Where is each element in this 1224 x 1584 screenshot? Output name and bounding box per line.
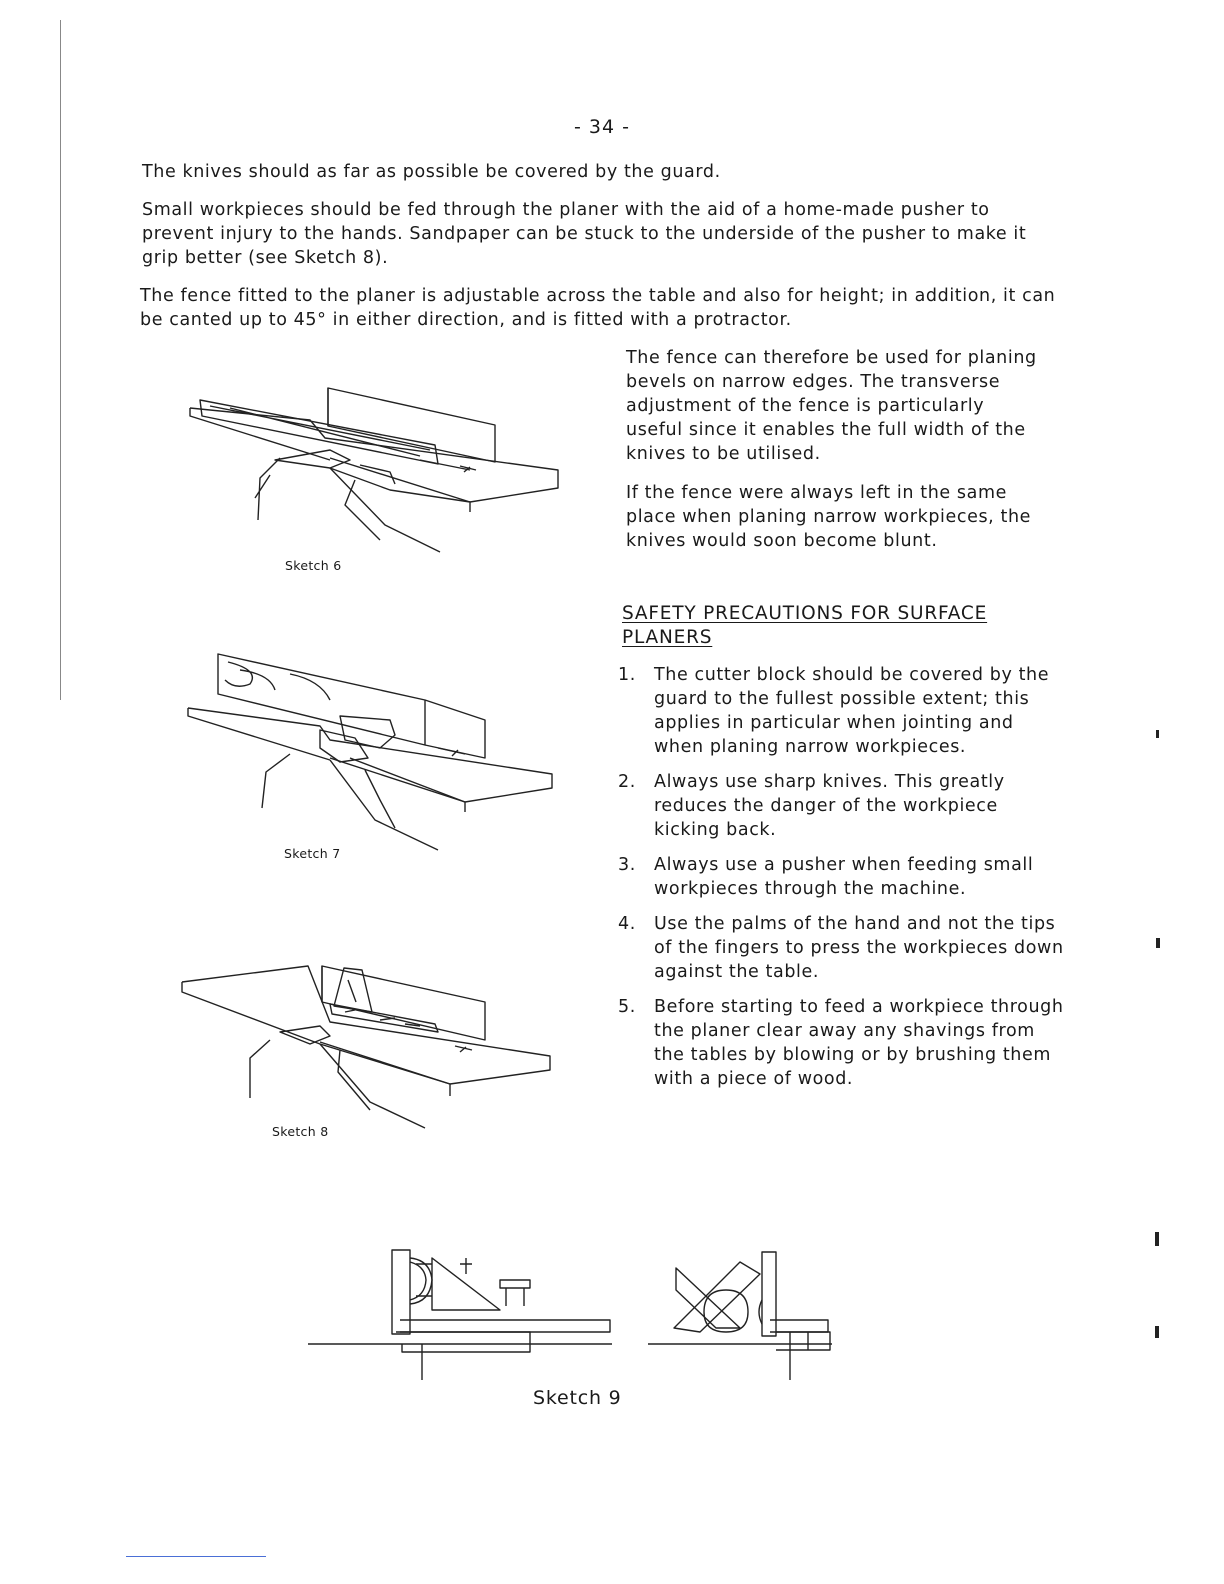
paragraph-pusher: Small workpieces should be fed through the planer with the aid of a home-made pusher to prevent injury to the hands. Sandpaper can be stuck to the underside of the pusher to make it grip better (see Sketch 8).	[142, 200, 1027, 268]
list-item: 4. Use the palms of the hand and not the tips of the fingers to press the workpieces down against the table.	[618, 914, 1064, 982]
page-number: - 34 -	[574, 116, 630, 138]
sketch-6-illustration	[180, 380, 580, 560]
list-item: 5. Before starting to feed a workpiece through the planer clear away any shavings from the tables by blowing or by brushing them with a piece of wood.	[618, 997, 1064, 1089]
paragraph-guard: The knives should as far as possible be covered by the guard.	[142, 162, 721, 182]
list-item: 2. Always use sharp knives. This greatly reduces the danger of the workpiece kicking back.	[618, 772, 1005, 840]
list-item: 1. The cutter block should be covered by the guard to the fullest possible extent; this applies in particular when jointing and when planing narrow workpieces.	[618, 665, 1050, 757]
sketch-7-illustration	[180, 650, 580, 860]
sketch-6-caption: Sketch 6	[285, 558, 342, 573]
sketch-9-illustration	[300, 1240, 860, 1390]
sketch-7-caption: Sketch 7	[284, 846, 341, 861]
list-item: 3. Always use a pusher when feeding small workpieces through the machine.	[618, 855, 1034, 899]
scan-mark	[1156, 730, 1159, 738]
sketch-8-illustration	[180, 960, 580, 1140]
scan-mark	[1155, 1232, 1159, 1246]
paragraph-bevels: The fence can therefore be used for planing bevels on narrow edges. The transverse adjustment of the fence is particularly useful since it enables the full width of the knives to be utilised.	[626, 348, 1037, 464]
scan-mark	[1155, 1326, 1159, 1338]
footnote-rule	[126, 1556, 266, 1557]
sketch-8-caption: Sketch 8	[272, 1124, 329, 1139]
paragraph-fence: The fence fitted to the planer is adjustable across the table and also for height; in addition, it can be canted up to 45° in either direction, and is fitted with a protractor.	[140, 286, 1056, 330]
sketch-9-caption: Sketch 9	[533, 1387, 622, 1409]
scan-mark	[1156, 938, 1160, 948]
safety-list	[618, 663, 1068, 1102]
left-margin-rule	[60, 20, 61, 700]
paragraph-blunt-knives: If the fence were always left in the same place when planing narrow workpieces, the knives would soon become blunt.	[626, 483, 1032, 551]
safety-heading: SAFETY PRECAUTIONS FOR SURFACE PLANERS	[622, 603, 988, 648]
